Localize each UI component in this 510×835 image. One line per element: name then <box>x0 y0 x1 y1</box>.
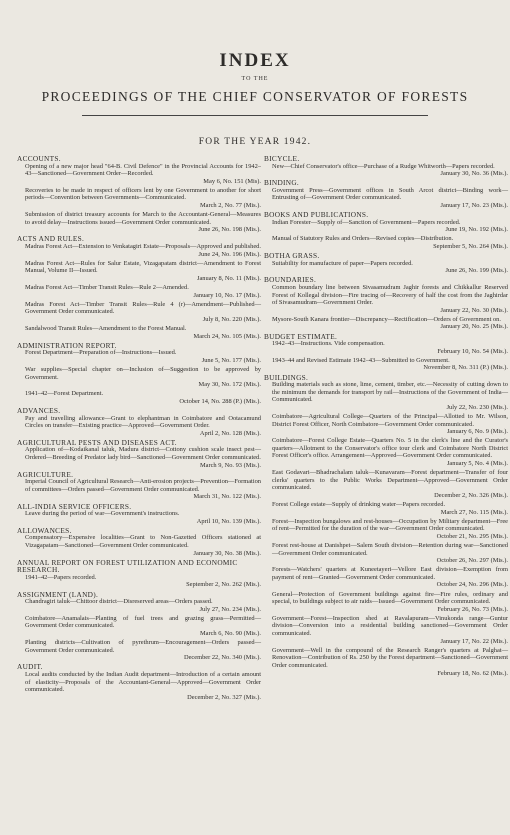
entry-text: 1941–42—Forest Department. <box>25 390 104 398</box>
index-entry <box>264 413 508 436</box>
index-entry <box>17 349 261 364</box>
entry-text: 1942–43—Instructions. Vide compensation. <box>272 340 385 348</box>
index-entry <box>17 534 261 557</box>
entry-reference: January 20, No. 25 (Mis.). <box>440 323 508 331</box>
entry-text: Madras Forest Act—Rules for Salur Estate, Vizagapatam district—Amendment to Forest Manual, Volume II—Issued. <box>25 259 261 275</box>
index-section <box>17 527 261 557</box>
entry-text: Government—Forest—Inspection shed at Ravalapuram—Vinukonda range—Guntur division—Conversion into a residential building sanctioned—Government Order communicated. <box>272 614 508 638</box>
entry-reference: July 22, No. 230 (Mis.). <box>446 403 508 411</box>
entry-text: Chandragiri taluk—Chittoor district—Disreserved areas—Orders passed. <box>25 598 213 606</box>
entry-reference: March 9, No. 93 (Mis.). <box>199 461 261 469</box>
entry-text: Government Press—Government offices in South Arcot district—Binding work—Entrusting of—Government Order communicated. <box>272 186 508 202</box>
entry-reference: March 24, No. 105 (Mis.). <box>193 332 261 340</box>
index-entry <box>17 446 261 469</box>
entry-text: Forest Department—Preparation of—Instructions—Issued. <box>25 349 177 357</box>
entry-text: East Godavari—Bhadrachalam taluk—Kunavaram—Forest department—Transfer of four clerks' quarters to the Public Works Department—Approved—Government Order communicated. <box>272 469 508 492</box>
entry-reference: January 22, No. 30 (Mis.). <box>440 306 508 314</box>
entry-reference: May 30, No. 172 (Mis.). <box>198 381 261 389</box>
index-section <box>17 471 261 501</box>
entry-reference: June 5, No. 177 (Mis.). <box>201 356 261 364</box>
index-entry <box>17 325 261 340</box>
year-line: FOR THE YEAR 1942. <box>198 137 312 147</box>
index-section <box>264 252 508 275</box>
entry-reference: January 8, No. 11 (Mis.). <box>196 274 261 282</box>
entry-reference: June 26, No. 198 (Mis.). <box>198 226 261 234</box>
index-section <box>264 333 508 372</box>
index-entry <box>17 301 261 324</box>
index-entry <box>17 390 261 405</box>
index-section <box>264 276 508 331</box>
entry-text: Forest rest-house at Danishpet—Salem South division—Retention during war—Sanctioned—Government Order communicated. <box>272 542 508 557</box>
index-entry <box>264 437 508 467</box>
left-column <box>17 154 261 703</box>
header-divider <box>82 115 428 116</box>
index-entry <box>264 219 508 234</box>
entry-text: Opening of a new major head "64-B. Civil Defence" in the Provincial Accounts for 1942–43—Sanctioned—Government Order—Recorded. <box>25 162 261 178</box>
entry-text: War supplies—Special chapter on—Inclusion of—Suggestion to be approved by Government. <box>25 365 261 381</box>
to-the-label: TO THE <box>241 76 269 82</box>
entry-text: Madras Forest Act—Timber Transit Rules—Rule 2—Amended. <box>25 284 189 291</box>
entry-reference: February 18, No. 62 (Mis.). <box>437 669 508 677</box>
index-title: INDEX <box>219 50 291 71</box>
entry-reference: December 2, No. 327 (Mis.). <box>187 693 261 701</box>
index-entry <box>264 187 508 210</box>
entry-reference: June 19, No. 192 (Mis.). <box>445 226 508 234</box>
entry-reference: March 31, No. 122 (Mis.). <box>193 493 261 501</box>
entry-reference: September 2, No. 262 (Mis.). <box>186 581 261 589</box>
index-entry <box>17 615 261 638</box>
entry-text: Compensatory—Expensive localities—Grant to Non-Gazetted Officers stationed at Vizagapatam—Sanctioned—Government Order communicated. <box>25 534 261 549</box>
section-heading: BUILDINGS. <box>264 372 309 382</box>
section-heading: BOUNDARIES. <box>264 275 317 285</box>
section-heading: ANNUAL REPORT ON FOREST UTILIZATION AND ECONOMIC RESEARCH. <box>17 557 238 575</box>
entry-reference: March 27, No. 115 (Mis.). <box>440 508 508 516</box>
index-entry <box>17 510 261 525</box>
entry-text: Application of—Kodaikanal taluk, Madura district—Cottony cushion scale insect pest—Ordered—Breeding of Predator lady bird—Sanctioned—Government Order communicated. <box>25 446 261 461</box>
index-entry <box>264 615 508 645</box>
index-entry <box>17 163 261 186</box>
entry-text: Mysore-South Kanara frontier—Discrepancy—Rectification—Orders of Government on. <box>272 315 501 323</box>
section-heading: ASSIGNMENT (LAND). <box>17 589 99 599</box>
section-heading: ADVANCES. <box>17 405 61 415</box>
entry-text: Submission of district treasury accounts for March to the Accountant-General—Measures to avoid delay—Instructions issued—Government Order communicated. <box>25 211 261 226</box>
index-section <box>264 211 508 250</box>
index-entry <box>17 671 261 701</box>
entry-text: Planting districts—Cultivation of pyrethrum—Encouragement—Orders passed—Government Order communicated. <box>25 639 261 654</box>
entry-text: Sandalwood Transit Rules—Amendment to the Forest Manual. <box>25 324 187 332</box>
index-entry <box>264 591 508 614</box>
entry-reference: April 2, No. 128 (Mis.). <box>199 429 261 437</box>
section-heading: AUDIT. <box>17 662 43 672</box>
section-heading: ADMINISTRATION REPORT. <box>17 340 117 350</box>
section-heading: ALL-INDIA SERVICE OFFICERS. <box>17 501 132 511</box>
index-entry <box>17 574 261 589</box>
index-entry <box>264 381 508 411</box>
index-section <box>17 235 261 340</box>
entry-reference: January 10, No. 17 (Mis.). <box>193 291 261 299</box>
section-heading: BICYCLE. <box>264 154 300 163</box>
entry-text: Indian Forester—Supply of—Sanction of Government—Papers recorded. <box>272 218 461 226</box>
index-entry <box>264 163 508 178</box>
proceedings-subtitle: PROCEEDINGS OF THE CHIEF CONSERVATOR OF FORESTS <box>41 89 469 104</box>
entry-reference: October 21, No. 295 (Mis.). <box>436 532 508 540</box>
entry-reference: July 8, No. 220 (Mis.). <box>202 315 261 323</box>
section-heading: AGRICULTURE. <box>17 469 74 479</box>
entry-reference: January 17, No. 23 (Mis.). <box>440 202 508 210</box>
entry-text: Coimbatore—Anamalais—Planting of fuel trees and grazing grass—Permitted—Government Order communicated. <box>25 614 261 630</box>
entry-reference: January 30, No. 38 (Mis.). <box>193 549 261 557</box>
entry-text: Forests—Watchers' quarters at Kuneetayeri—Vellore East division—Exemption from payment of rent—Granted—Government Order communicated. <box>272 566 508 581</box>
entry-text: Manual of Statutory Rules and Orders—Revised copies—Distribution. <box>272 235 454 243</box>
index-entry <box>17 639 261 662</box>
index-entry <box>264 316 508 331</box>
section-heading: ACTS AND RULES. <box>17 234 85 244</box>
entry-reference: October 24, No. 296 (Mis.). <box>436 581 508 589</box>
entry-reference: June 24, No. 196 (Mis.). <box>198 250 261 258</box>
entry-text: Madras Forest Act—Extension to Venkatagiri Estate—Proposals—Approved and published. <box>25 243 261 251</box>
index-section <box>264 179 508 209</box>
entry-text: Local audits conducted by the Indian Audit department—Introduction of a certain amount of elasticity—Proposals of the Accountant-General—Approved—Government Order communicated. <box>25 671 261 694</box>
index-section <box>17 559 261 589</box>
entry-text: Imperial Council of Agricultural Research—Anti-erosion projects—Prevention—Formation of committees—Orders passed—Government Order communicated. <box>25 478 261 493</box>
section-heading: BOOKS AND PUBLICATIONS. <box>264 210 369 220</box>
index-section <box>17 342 261 406</box>
entry-text: Government—Well in the compound of the Research Ranger's quarters at Palghat—Renovation—Contribution of Rs. 250 by the Forest department—Sanctioned—Government Order communicated. <box>272 646 508 669</box>
entry-text: Madras Forest Act—Timber Transit Rules—Rule 4 (r)—Amendment—Published—Government Order communicated. <box>25 300 261 316</box>
index-entry <box>17 415 261 438</box>
entry-text: Forest College estate—Supply of drinking water—Papers recorded. <box>272 501 446 509</box>
section-heading: ALLOWANCES. <box>17 525 72 535</box>
section-heading: ACCOUNTS. <box>17 154 61 163</box>
entry-reference: June 26, No. 199 (Mis.). <box>445 267 508 275</box>
index-section <box>17 591 261 662</box>
index-section <box>264 155 508 178</box>
index-entry <box>264 469 508 499</box>
entry-reference: November 8, No. 311 (P.) (Mis.). <box>423 364 508 372</box>
entry-reference: January 6, No. 9 (Mis.). <box>446 428 508 436</box>
index-section <box>17 407 261 437</box>
index-entry <box>17 211 261 234</box>
entry-reference: May 6, No. 151 (Mis). <box>203 177 261 185</box>
entry-reference: October 26, No. 297 (Mis.). <box>436 557 508 565</box>
entry-reference: March 6, No. 90 (Mis.). <box>199 630 261 638</box>
index-entry <box>17 478 261 501</box>
entry-text: Pay and travelling allowance—Grant to elephantman in Coimbatore and Ootacamund Circles on transfer—Existing practice—Approved—Government Order. <box>25 414 261 430</box>
index-entry <box>17 260 261 283</box>
index-entry <box>17 284 261 299</box>
index-entry <box>264 284 508 314</box>
index-entry <box>264 542 508 565</box>
entry-text: General—Protection of Government buildings against fire—Fire rules, ordinary and special, to buildings subject to air raids—Issued—Government Order communicated. <box>272 590 508 606</box>
index-entry <box>17 598 261 613</box>
entry-reference: January 5, No. 4 (Mis.). <box>446 460 508 468</box>
index-entry <box>17 243 261 258</box>
entry-text: Building materials such as stone, lime, cement, timber, etc.—Necessity of cutting down to the minimum the demands for transport by rail—Instructions of the Government of India—Communicated. <box>272 381 508 404</box>
index-section <box>17 155 261 234</box>
index-entry <box>264 340 508 355</box>
entry-reference: December 22, No. 340 (Mis.). <box>183 654 261 662</box>
entry-text: 1943–44 and Revised Estimate 1942–43—Submitted to Government. <box>272 356 450 364</box>
entry-reference: March 2, No. 77 (Mis.). <box>199 202 261 210</box>
entry-reference: December 2, No. 326 (Mis.). <box>434 491 508 499</box>
section-heading: BUDGET ESTIMATE. <box>264 331 338 341</box>
index-section <box>17 503 261 526</box>
right-column <box>264 154 508 679</box>
entry-reference: January 17, No. 22 (Mis.). <box>440 637 508 645</box>
index-section <box>264 374 508 678</box>
index-entry <box>17 187 261 210</box>
entry-reference: February 26, No. 73 (Mis.). <box>437 605 508 613</box>
entry-reference: January 30, No. 36 (Mis.). <box>440 170 508 178</box>
entry-text: New—Chief Conservator's office—Purchase of a Rudge Whitworth—Papers recorded. <box>272 162 495 170</box>
index-section <box>17 663 261 701</box>
entry-text: Suitability for manufacture of paper—Papers recorded. <box>272 259 413 267</box>
index-entry <box>264 566 508 589</box>
index-entry <box>264 518 508 541</box>
entry-text: Recoveries to be made in respect of officers lent by one Government to another for short periods—Convention between Governments—Communicated. <box>25 186 261 202</box>
index-entry <box>17 366 261 389</box>
index-entry <box>264 501 508 516</box>
index-section <box>17 439 261 469</box>
section-heading: AGRICULTURAL PESTS AND DISEASES ACT. <box>17 437 177 447</box>
index-entry <box>264 260 508 275</box>
entry-text: Forest—Inspection bungalows and rest-houses—Occupation by Military department—Free of rent—Permitted for the duration of the war—Government Order communicated. <box>272 517 508 533</box>
index-entry <box>264 357 508 372</box>
index-entry <box>264 235 508 250</box>
entry-text: Common boundary line between Sivasamudram Jaghir forests and Chikkallur Reserved Forest of Kollegal division—Fire tracing of—Recovery of half the cost from the Jaghirdar of Sivasamudram—Government Order. <box>272 284 508 307</box>
entry-reference: February 10, No. 54 (Mis.). <box>437 347 508 355</box>
entry-reference: September 5, No. 264 (Mis.). <box>433 243 508 251</box>
entry-reference: April 10, No. 139 (Mis.). <box>196 517 261 525</box>
index-entry <box>264 647 508 677</box>
entry-text: Leave during the period of war—Government's instructions. <box>25 510 180 518</box>
section-heading: BOTHA GRASS. <box>264 251 320 261</box>
entry-text: Coimbatore—Forest College Estate—Quarters No. 5 in the clerk's line and the Curator's quarters—Allotment to the Conservator's office tour clerk and Coimbatore North District Forest Officer's office. Arrangement—Approved—Government Order communicated. <box>272 437 508 460</box>
section-heading: BINDING. <box>264 178 300 188</box>
entry-text: 1941–42—Papers recorded. <box>25 573 97 581</box>
entry-reference: October 14, No. 288 (P.) (Mis.). <box>179 397 261 405</box>
entry-text: Coimbatore—Agricultural College—Quarters of the Principal—Allotted to Mr. Wilson, District Forest Officer, North Coimbatore—Government Order communicated. <box>272 413 508 428</box>
entry-reference: July 27, No. 234 (Mis.). <box>199 605 261 613</box>
